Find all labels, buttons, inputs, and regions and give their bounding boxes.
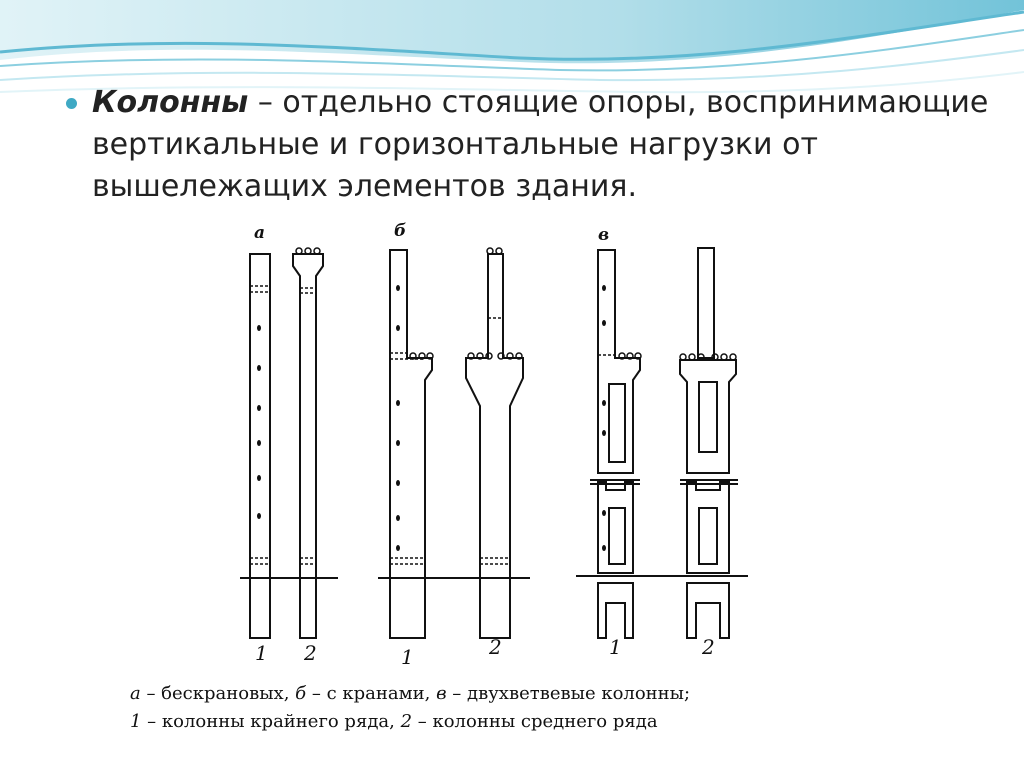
caption-key-b: б (295, 683, 307, 704)
caption-desc-b: – с кранами, (306, 683, 437, 704)
column-c2 (680, 248, 736, 638)
caption-key-2: 2 (400, 711, 413, 732)
caption-key-a: а (130, 683, 141, 704)
caption-line-1 (130, 680, 990, 708)
definition: – отдельно стоящие опоры, воспринимающие вертикальные и горизонтальные нагрузки от вышележащих элементов здания. (92, 85, 989, 204)
group-label-b: б (394, 221, 407, 241)
column-number-b1: 1 (401, 645, 414, 668)
column-number-a2: 2 (304, 641, 317, 665)
bullet-dot-icon (66, 98, 77, 109)
group-label-c: в (598, 225, 610, 245)
column-number-b2: 2 (489, 635, 502, 659)
term: Колонны (92, 85, 249, 120)
column-a1 (250, 254, 270, 638)
columns-diagram (218, 218, 768, 668)
column-b2 (466, 254, 523, 638)
column-number-a1: 1 (255, 641, 268, 665)
caption-key-1: 1 (130, 711, 142, 732)
column-number-c2: 2 (702, 635, 715, 659)
bullet-paragraph (66, 82, 996, 208)
caption-key-c: в (436, 683, 447, 704)
column-a2 (293, 254, 323, 638)
caption-desc-2: – колонны среднего ряда (412, 711, 658, 732)
column-c1 (598, 250, 640, 638)
group-label-a: а (254, 223, 266, 243)
caption-line-2 (130, 708, 990, 736)
caption-desc-a: – бескрановых, (140, 683, 296, 704)
column-number-c1: 1 (609, 635, 622, 659)
caption-desc-c: – двухветвевые колонны; (446, 683, 691, 704)
definition-text (92, 82, 996, 208)
figure-caption (130, 680, 990, 736)
caption-desc-1: – колонны крайнего ряда, (141, 711, 401, 732)
